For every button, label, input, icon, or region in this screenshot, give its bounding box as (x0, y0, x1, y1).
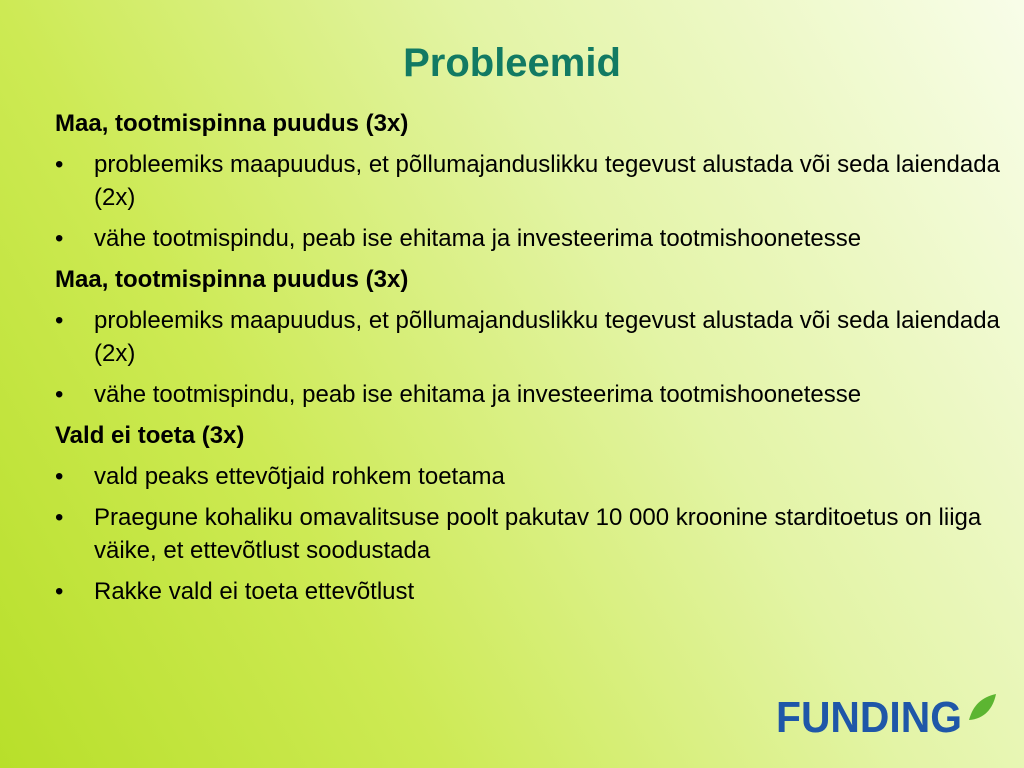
leaf-icon (969, 694, 996, 720)
bullet-text: probleemiks maapuudus, et põllumajanduslikku tegevust alustada või seda laiendada (2x) (94, 151, 1000, 211)
bullet-icon: • (55, 381, 64, 408)
bullet-text: probleemiks maapuudus, et põllumajanduslikku tegevust alustada või seda laiendada (2x) (94, 307, 1000, 367)
bullet-text: Rakke vald ei toeta ettevõtlust (94, 578, 415, 605)
bullet-item (55, 378, 1015, 411)
logo-wordmark: FUNDING (776, 693, 962, 736)
bullet-text: Praegune kohaliku omavalitsuse poolt pakutav 10 000 kroonine starditoetus on liiga väike, et ettevõtlust soodustada (94, 504, 982, 564)
slide-title: Probleemid (403, 41, 621, 85)
bullet-item (55, 501, 1015, 567)
bullet-item (55, 222, 1015, 255)
bullet-item (55, 304, 1015, 370)
bullet-icon: • (55, 578, 64, 605)
bullet-item (55, 148, 1015, 214)
section-heading: Maa, tootmispinna puudus (3x) (55, 266, 409, 293)
bullet-icon: • (55, 504, 64, 531)
slide-content (55, 107, 1015, 616)
bullet-text: vähe tootmispindu, peab ise ehitama ja investeerima tootmishoonetesse (94, 225, 862, 252)
section-heading: Maa, tootmispinna puudus (3x) (55, 110, 409, 137)
section-heading: Vald ei toeta (3x) (55, 422, 245, 449)
bullet-text: vald peaks ettevõtjaid rohkem toetama (94, 463, 505, 490)
bullet-icon: • (55, 225, 64, 252)
bullet-item (55, 575, 1015, 608)
bullet-text: vähe tootmispindu, peab ise ehitama ja investeerima tootmishoonetesse (94, 381, 862, 408)
bullet-icon: • (55, 151, 64, 178)
bullet-item (55, 460, 1015, 493)
bullet-icon: • (55, 307, 64, 334)
bullet-icon: • (55, 463, 64, 490)
funding-logo (776, 690, 998, 736)
